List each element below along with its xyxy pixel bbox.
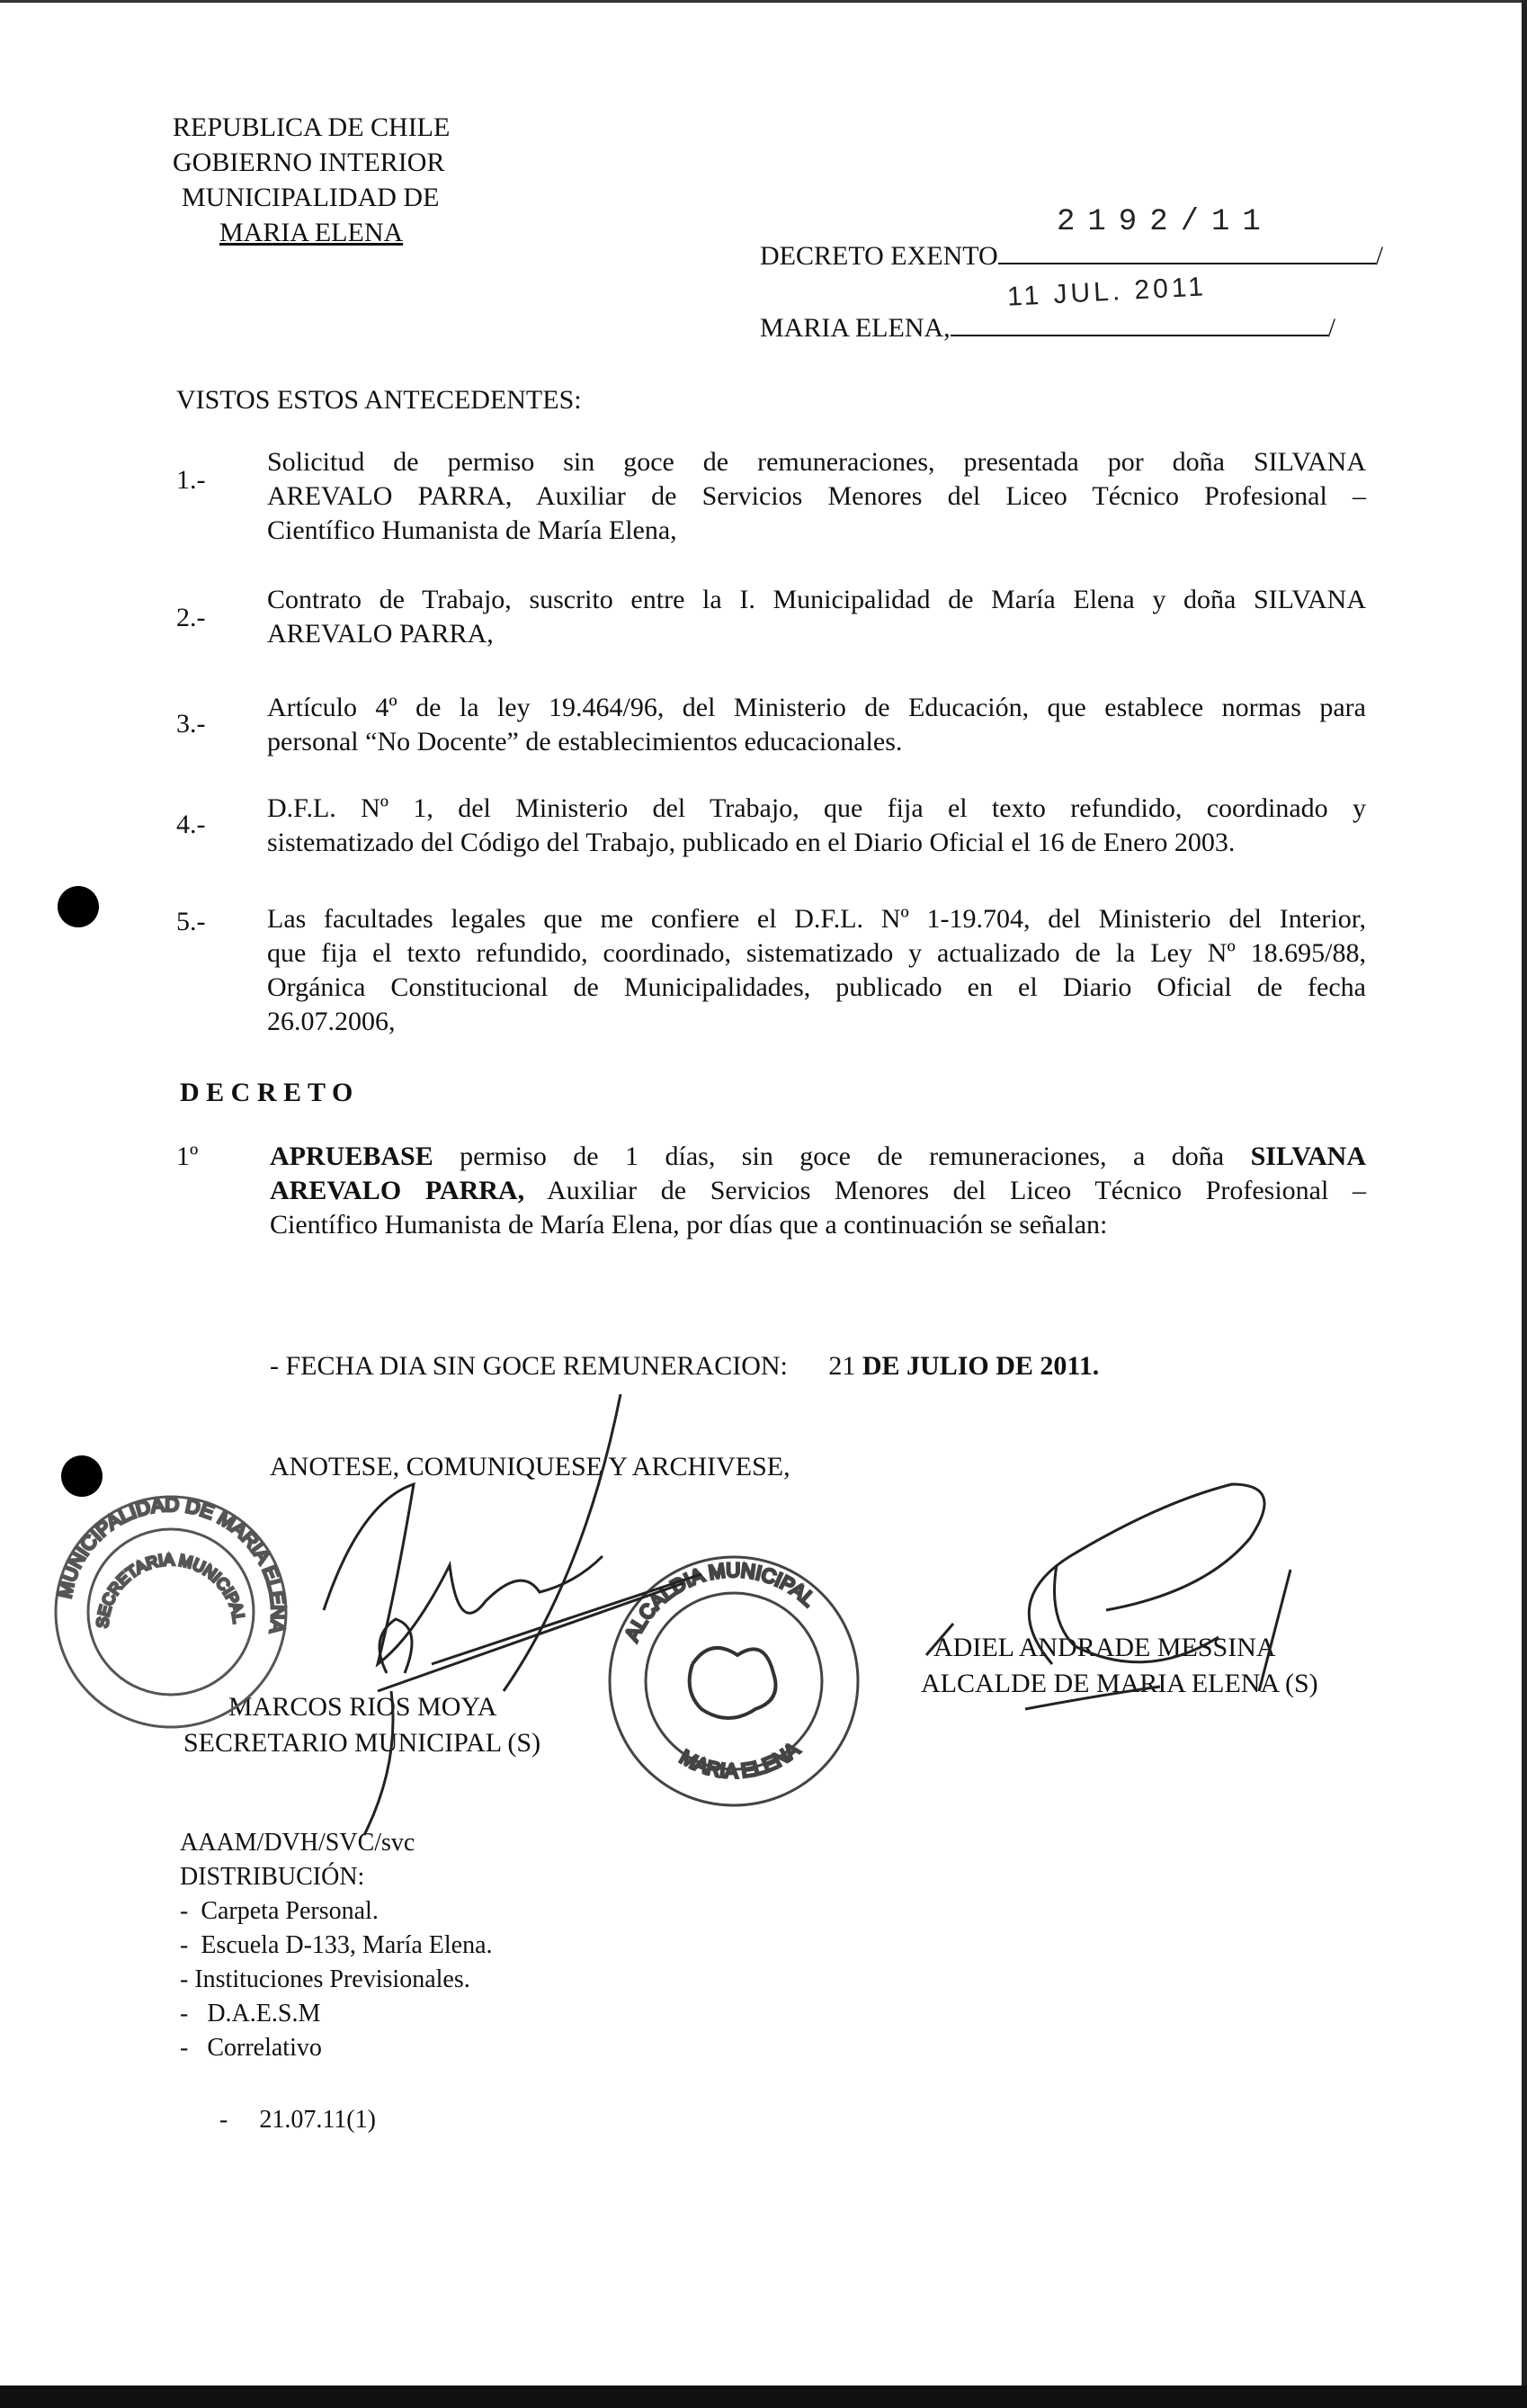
- distribution-item: - Escuela D-133, María Elena.: [180, 1931, 493, 1959]
- item-line: AREVALO PARRA,: [267, 619, 494, 649]
- distribution-item: - Correlativo: [180, 2034, 322, 2062]
- item-line: personal “No Docente” de establecimientos educacionales.: [267, 727, 903, 756]
- svg-text:SECRETARIA MUNICIPAL: [94, 1551, 248, 1629]
- decreto-line: [270, 1174, 1366, 1208]
- item-line: Orgánica Constitucional de Municipalidades, publicado en el Diario Oficial de fecha: [267, 972, 1366, 1002]
- distribution-item: - D.A.E.S.M: [180, 2000, 321, 2028]
- item-line: 26.07.2006,: [267, 1007, 396, 1036]
- stamp-top-text: ALCALDIA MUNICIPAL: [620, 1558, 820, 1645]
- scan-edge-top: [0, 0, 1527, 3]
- employee-name: AREVALO PARRA,: [270, 1176, 525, 1205]
- decree-number-label: DECRETO EXENTO: [760, 241, 998, 271]
- item-line: AREVALO PARRA, Auxiliar de Servicios Menores del Liceo Técnico Profesional –: [267, 481, 1366, 511]
- item-number: 2.-: [176, 603, 206, 632]
- scan-edge-right: [1522, 0, 1527, 2408]
- scan-edge-bottom: [0, 2386, 1527, 2408]
- place-label: MARIA ELENA,: [760, 313, 951, 343]
- left-signatory: [183, 1689, 540, 1761]
- svg-text:MUNICIPALIDAD DE MARIA ELENA: [53, 1493, 290, 1635]
- item-number: 3.-: [176, 709, 206, 739]
- decreto-text: permiso de 1 días, sin goce de remuneraciones, a doña: [433, 1141, 1251, 1171]
- letterhead-line: REPUBLICA DE CHILE: [173, 112, 451, 142]
- svg-text:ALCALDIA MUNICIPAL: [621, 1559, 820, 1644]
- alcaldia-stamp: [610, 1557, 858, 1805]
- distribution-item: - Carpeta Personal.: [180, 1897, 379, 1925]
- item-line: que fija el texto refundido, coordinado, sistematizado y actualizado de la Ley Nº 18.695/88,: [267, 938, 1366, 968]
- letterhead: [173, 110, 450, 250]
- fecha-value: DE JULIO DE 2011.: [862, 1351, 1100, 1381]
- letterhead-line: MUNICIPALIDAD DE: [182, 183, 440, 212]
- decree-date-row: MARIA ELENA, /: [760, 308, 1335, 344]
- item-number: 4.-: [176, 810, 206, 839]
- decreto-title: D E C R E T O: [180, 1078, 353, 1107]
- stamp-outer-text: MUNICIPALIDAD DE MARIA ELENA: [52, 1492, 290, 1635]
- stamp-bottom-text: MARIA ELENA: [675, 1737, 804, 1783]
- letterhead-line: MARIA ELENA: [219, 218, 404, 247]
- fecha-row: [270, 1351, 1099, 1382]
- letterhead-line: GOBIERNO INTERIOR: [173, 148, 445, 177]
- right-signatory: [921, 1630, 1318, 1702]
- item-number: 5.-: [176, 907, 206, 936]
- fecha-day: 21: [828, 1351, 856, 1381]
- signatory-name: ADIEL ANDRADE MESSINA: [933, 1633, 1276, 1662]
- fecha-label: - FECHA DIA SIN GOCE REMUNERACION:: [270, 1351, 788, 1381]
- item-line: Contrato de Trabajo, suscrito entre la I. Municipalidad de María Elena y doña SILVANA: [267, 585, 1366, 614]
- decreto-line: [270, 1140, 1366, 1174]
- signatory-title: SECRETARIO MUNICIPAL (S): [183, 1728, 541, 1758]
- signatory-name: MARCOS RIOS MOYA: [228, 1692, 497, 1722]
- decreto-item-number: 1º: [176, 1141, 199, 1171]
- item-line: sistematizado del Código del Trabajo, publicado en el Diario Oficial el 16 de Enero 2003.: [267, 828, 1236, 857]
- employee-name: SILVANA: [1250, 1141, 1366, 1171]
- decreto-text: Auxiliar de Servicios Menores del Liceo Técnico Profesional –: [524, 1176, 1367, 1205]
- decree-date-stamp: 11 JUL. 2011: [1006, 272, 1208, 312]
- reference-code: - 21.07.11(1): [219, 2106, 376, 2134]
- decreto-paragraph: [270, 1140, 1366, 1242]
- svg-text:MARIA ELENA: [676, 1738, 804, 1783]
- decree-number-stamp: 2192/11: [1057, 205, 1273, 239]
- stamp-inner-text: SECRETARIA MUNICIPAL: [93, 1550, 248, 1629]
- initials: AAAM/DVH/SVC/svc: [180, 1829, 415, 1857]
- approve-keyword: APRUEBASE: [270, 1141, 433, 1171]
- decreto-line: Científico Humanista de María Elena, por días que a continuación se señalan:: [270, 1210, 1108, 1240]
- item-line: Las facultades legales que me confiere el D.F.L. Nº 1-19.704, del Ministerio del Interior,: [267, 904, 1366, 934]
- item-line: D.F.L. Nº 1, del Ministerio del Trabajo, que fija el texto refundido, coordinado y: [267, 793, 1366, 823]
- decree-number-row: DECRETO EXENTO /: [760, 236, 1383, 272]
- distribution-block: [180, 1826, 493, 2137]
- item-line: Científico Humanista de María Elena,: [267, 515, 677, 545]
- item-line: Solicitud de permiso sin goce de remuneraciones, presentada por doña SILVANA: [267, 447, 1366, 477]
- vistos-title: VISTOS ESTOS ANTECEDENTES:: [176, 385, 582, 415]
- item-line: Artículo 4º de la ley 19.464/96, del Ministerio de Educación, que establece normas para: [267, 693, 1366, 722]
- closing-formula: ANOTESE, COMUNIQUESE Y ARCHIVESE,: [270, 1452, 790, 1482]
- item-number: 1.-: [176, 465, 206, 495]
- punch-hole: [61, 1455, 103, 1497]
- signatory-title: ALCALDE DE MARIA ELENA (S): [921, 1669, 1318, 1698]
- distribution-title: DISTRIBUCIÓN:: [180, 1863, 365, 1891]
- distribution-item: - Instituciones Previsionales.: [180, 1965, 470, 1993]
- punch-hole: [58, 886, 99, 927]
